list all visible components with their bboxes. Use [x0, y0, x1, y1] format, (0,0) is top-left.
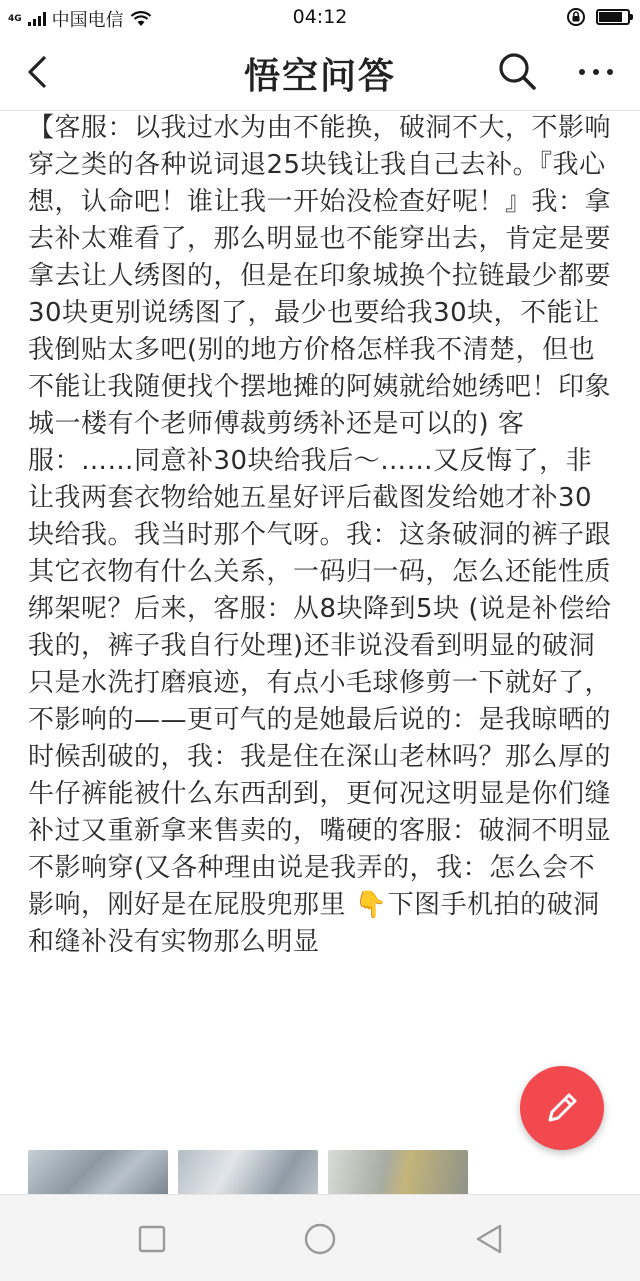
status-time: 04:12: [292, 6, 348, 28]
page-title: 悟空问答: [243, 56, 396, 97]
pencil-icon: [542, 1088, 582, 1128]
system-back-button[interactable]: [472, 1221, 508, 1257]
recent-apps-button[interactable]: [134, 1221, 170, 1257]
more-options-button[interactable]: [574, 54, 618, 90]
pointing-down-emoji: 👇: [354, 890, 388, 920]
answer-text-part2: 下图手机拍的破洞和缝补没有实物那么明显: [28, 890, 600, 957]
photo-thumbnail[interactable]: [28, 1150, 168, 1194]
battery-icon: [596, 9, 630, 25]
answer-text: [28, 110, 612, 961]
image-thumbnails: [28, 1150, 588, 1194]
write-answer-button[interactable]: [520, 1066, 604, 1150]
status-right: [566, 7, 630, 27]
network-type: 4G: [8, 13, 22, 24]
system-nav-bar: [0, 1194, 640, 1281]
photo-thumbnail[interactable]: [328, 1150, 468, 1194]
app-header: [0, 34, 640, 111]
photo-thumbnail[interactable]: [178, 1150, 318, 1194]
search-button[interactable]: [496, 50, 538, 92]
answer-text-part1: 【客服：以我过水为由不能换，破洞不大，不影响穿之类的各种说词退25块钱让我自己去补。『我心想，认命吧！谁让我一开始没检查好呢！』我：拿去补太难看了，那么明显也不能穿出去，肯定是要拿去让人绣图的，但是在印象城换个拉链最少都要30块更别说绣图了，最少也要给我30块，不能让我倒贴太多吧(别的地方价格怎样我不清楚，但也不能让我随便找个摆地摊的阿姨就给她绣吧！印象城一楼有个老师傅裁剪绣补还是可以的) 客服：……同意补30块给我后～……又反悔了，非让我两套衣物给她五星好评后截图发给她才补30块给我。我当时那个气呀。我：这条破洞的裤子跟其它衣物有什么关系，一码归一码，怎么还能性质绑架呢？后来，客服：从8块降到5块 (说是补偿给我的，裤子我自行处理)还非说没看到明显的破洞只是水洗打磨痕迹，有点小毛球修剪一下就好了，不影响的——更可气的是她最后说的：是我晾晒的时候刮破的，我：我是住在深山老林吗？那么厚的牛仔裤能被什么东西刮到，更何况这明显是你们缝补过又重新拿来售卖的，嘴硬的客服：破洞不明显不影响穿(又各种理由说是我弄的，我：怎么会不影响，刚好是在屁股兜那里: [28, 113, 612, 920]
rotation-lock-icon: [566, 7, 586, 27]
carrier-name: 中国电信: [51, 10, 124, 31]
answer-content: [28, 110, 612, 961]
status-bar: [0, 0, 640, 34]
home-button[interactable]: [302, 1221, 338, 1257]
